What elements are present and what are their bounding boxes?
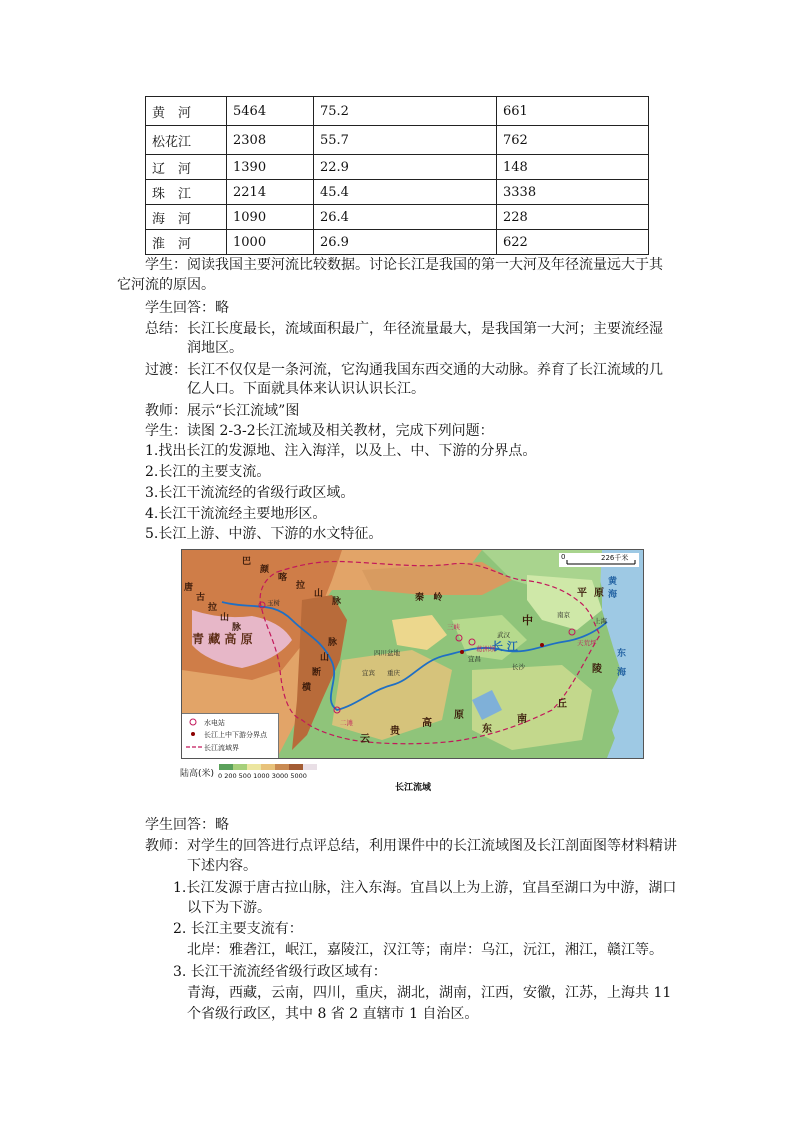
table-cell: 淮 河: [146, 230, 227, 255]
scale-zero: 0: [561, 553, 566, 561]
table-row: [146, 155, 649, 180]
table-row: [146, 126, 649, 155]
map-legend: [182, 713, 279, 758]
scale-text: 226千米: [601, 554, 629, 562]
map-caption: 长江流域: [395, 783, 432, 793]
map-city-nanjing: 南京: [557, 611, 570, 619]
map-label-pingyuan: 平 原: [577, 588, 604, 599]
map-label-qingzang: 青 藏 高 原: [192, 632, 253, 646]
answer-3-body: 青海，西藏，云南，四川，重庆，湖北，湖南，江西，安徽，江苏，上海共 11: [187, 985, 672, 1001]
table-cell: 75.2: [314, 97, 497, 126]
map-city-chongqing: 重庆: [387, 669, 400, 677]
map-label-qinling: 秦 岭: [415, 593, 443, 603]
paragraph-student-read: 学生：读图 2-3-2长江流域及相关教材，完成下列问题：: [145, 423, 494, 439]
question-5: 5.长江上游、中游、下游的水文特征。: [145, 526, 383, 542]
paragraph-teacher-show: 教师：展示“长江流域”图: [145, 403, 300, 419]
table-cell: 松花江: [146, 126, 227, 155]
question-1: 1.找出长江的发源地、注入海洋，以及上、中、下游的分界点。: [145, 443, 537, 459]
table-row: [146, 205, 649, 230]
question-3: 3.长江干流流经的省级行政区域。: [145, 485, 355, 501]
legend-boundary-point: 长江上中下游分界点: [204, 731, 267, 739]
answer-1-cont: 以下为下游。: [187, 900, 271, 916]
legend-basin-line: 长江流域界: [204, 744, 239, 752]
map-label-zhong: 中: [522, 614, 533, 627]
elevation-swatch: [233, 764, 247, 770]
table-cell: 2214: [227, 180, 314, 205]
elevation-swatch: [289, 764, 303, 770]
elevation-swatch: [247, 764, 261, 770]
map-city-yichang: 宜昌: [468, 655, 481, 663]
answer-3-heading: 3. 长江干流流经省级行政区域有：: [173, 964, 387, 980]
map-hydro-tianhuangping: 天荒坪: [577, 639, 597, 647]
table-cell: 55.7: [314, 126, 497, 155]
paragraph-student-discuss: 学生：阅读我国主要河流比较数据。讨论长江是我国的第一大河及年径流量远大于其: [145, 257, 663, 273]
paragraph-teacher-summary-cont: 下述内容。: [187, 858, 257, 874]
table-cell: 22.9: [314, 155, 497, 180]
elevation-swatch: [275, 764, 289, 770]
paragraph-summary: 总结：长江长度最长，流域面积最广，年径流量最大，是我国第一大河；主要流经湿: [145, 321, 663, 337]
paragraph-summary-cont: 润地区。: [187, 340, 243, 356]
paragraph-student-answer-2: 学生回答：略: [145, 817, 229, 833]
table-cell: 26.4: [314, 205, 497, 230]
answer-3-body-cont: 个省级行政区，其中 8 省 2 直辖市 1 自治区。: [187, 1006, 479, 1022]
question-2: 2.长江的主要支流。: [145, 464, 271, 480]
paragraph-transition: 过渡：长江不仅仅是一条河流，它沟通我国东西交通的大动脉。养育了长江流域的几: [145, 362, 663, 378]
table-cell: 黄 河: [146, 97, 227, 126]
map-city-wuhan: 武汉: [497, 631, 510, 639]
paragraph-teacher-summary: 教师：对学生的回答进行点评总结，利用课件中的长江流域图及长江剖面图等材料精讲: [145, 838, 677, 854]
table-row: [146, 230, 649, 255]
table-cell: 海 河: [146, 205, 227, 230]
table-cell: 1090: [227, 205, 314, 230]
table-cell: 5464: [227, 97, 314, 126]
table-cell: 1000: [227, 230, 314, 255]
table-row: [146, 180, 649, 205]
legend-hydro: 水电站: [204, 719, 225, 727]
answer-2-heading: 2. 长江主要支流有：: [173, 921, 303, 937]
table-cell: 26.9: [314, 230, 497, 255]
elevation-swatch: [219, 764, 233, 770]
table-cell: 辽 河: [146, 155, 227, 180]
paragraph-student-discuss-cont: 它河流的原因。: [117, 277, 215, 293]
map-label-huanghai: 黄 海: [608, 577, 618, 600]
map-hydro-gezhouba: 葛洲坝: [476, 645, 496, 653]
elevation-ticks: 0 200 500 1000 3000 5000: [218, 772, 307, 780]
table-cell: 762: [497, 126, 649, 155]
elevation-swatch: [261, 764, 275, 770]
yangtze-basin-map: 青 藏 高 原 唐 古 拉 山 脉 巴 颜 喀 拉 山 脉 秦 岭 横 断 山 脉 云 贵 高 原 东 南 丘 陵 平 原 中 长 江 黄 海 东 海 玉树 四川盆地 重庆 宜宾 武汉 宜昌 上海 南京 长沙 三峡 葛洲坝 二滩 天荒坪 0 226千米 水电站 长江上中下游分界点 长江流域界: [181, 549, 644, 759]
paragraph-transition-cont: 亿人口。下面就具体来认识认识长江。: [187, 381, 425, 397]
table-cell: 661: [497, 97, 649, 126]
elevation-swatch: [303, 764, 317, 770]
map-label-changjiang: 长 江: [492, 640, 518, 653]
map-city-yushu: 玉树: [267, 599, 280, 607]
map-city-changsha: 长沙: [512, 663, 525, 671]
table-cell: 622: [497, 230, 649, 255]
table-cell: 2308: [227, 126, 314, 155]
table-cell: 3338: [497, 180, 649, 205]
table-cell: 1390: [227, 155, 314, 180]
table-cell: 珠 江: [146, 180, 227, 205]
map-hydro-ertan: 二滩: [340, 719, 353, 727]
question-4: 4.长江干流流经主要地形区。: [145, 506, 327, 522]
elevation-color-bar: [219, 764, 317, 770]
table-cell: 45.4: [314, 180, 497, 205]
map-scale-bar: [559, 553, 639, 567]
answer-1: 1.长江发源于唐古拉山脉，注入东海。宜昌以上为上游，宜昌至湖口为中游，湖口: [173, 880, 677, 896]
paragraph-student-answer: 学生回答：略: [145, 300, 229, 316]
elevation-label: 陆高(米): [180, 769, 215, 779]
map-city-yibin: 宜宾: [362, 669, 375, 677]
table-row: [146, 97, 649, 126]
map-city-shanghai: 上海: [594, 617, 607, 625]
map-city-sichuan: 四川盆地: [374, 649, 400, 657]
map-hydro-sanxia: 三峡: [447, 623, 460, 631]
river-comparison-table: [145, 96, 649, 255]
map-label-donghai: 东 海: [617, 649, 627, 678]
answer-2-body: 北岸：雅砻江，岷江，嘉陵江，汉江等；南岸：乌江，沅江，湘江，赣江等。: [187, 942, 663, 958]
table-cell: 228: [497, 205, 649, 230]
table-cell: 148: [497, 155, 649, 180]
